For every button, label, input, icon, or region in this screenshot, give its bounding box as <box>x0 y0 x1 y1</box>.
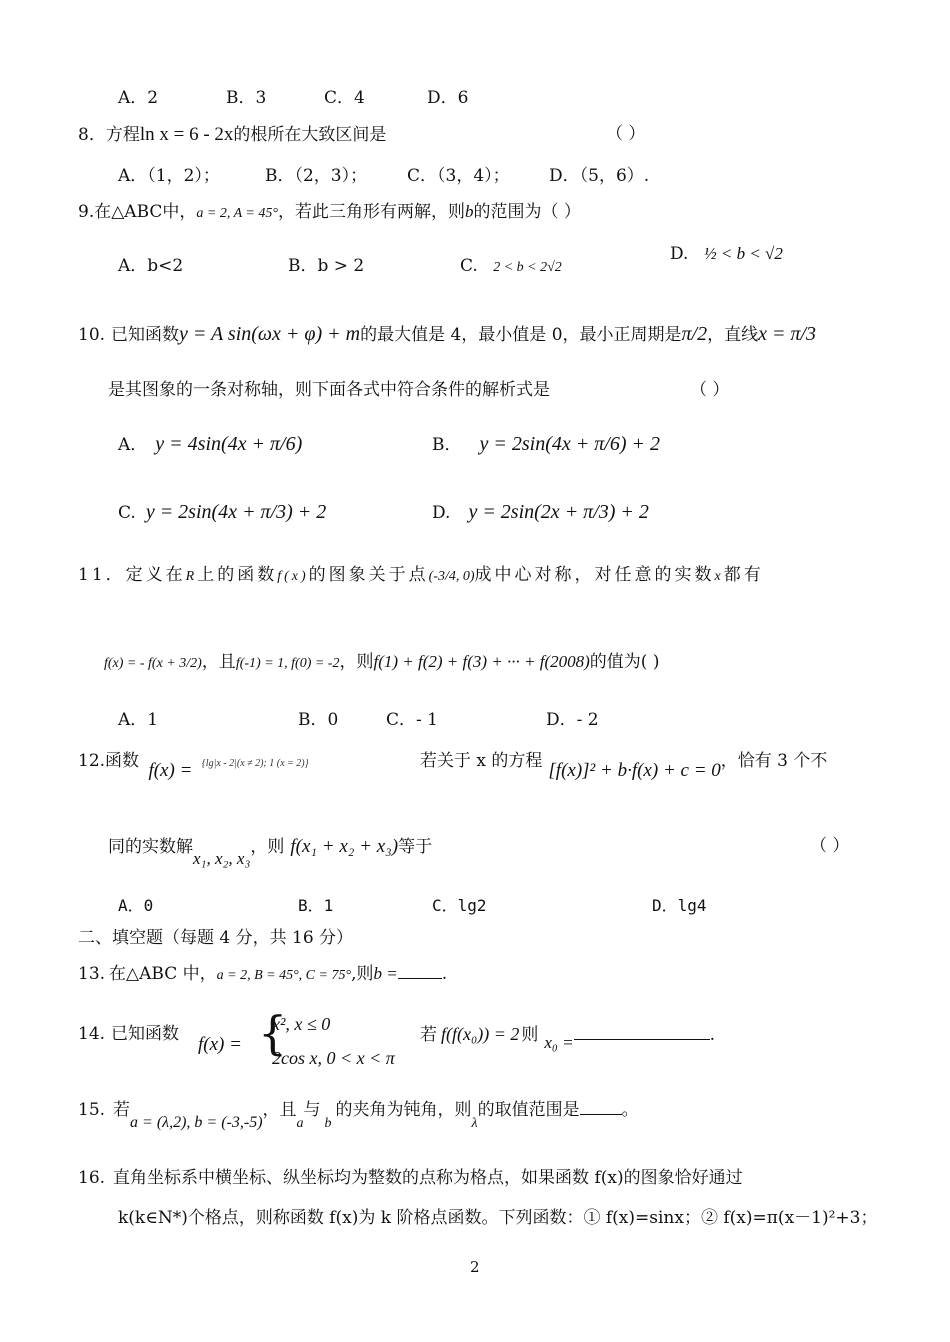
q12-option-d: D．lg4 <box>652 896 707 915</box>
q10-axis: x = π/3 <box>758 323 817 345</box>
q15-answer-blank[interactable] <box>580 1114 622 1115</box>
q14-fx: f(x) = <box>198 1034 242 1055</box>
q10-function: y = A sin(ωx + φ) + m <box>179 323 361 345</box>
q9-condition: a = 2, A = 45° <box>196 206 278 221</box>
q11-option-d: D．- 2 <box>546 710 599 730</box>
q10-answer-paren: （ ） <box>690 380 730 400</box>
q11-option-a: A．1 <box>118 710 159 730</box>
q15-stem: 15. 若a = (λ,2), b = (-3,-5)，且$_a$与$_b$的夹角为钝角，则$_\lambda$的取值范围是 。 <box>78 1100 639 1131</box>
q11-stem-line2: f(x) = - f(x + 3/2)，且f(-1) = 1, f(0) = -2，则f(1) + f(2) + f(3) + ··· + f(2008)的值为( ) <box>104 652 660 672</box>
q11-values: f(-1) = 1, f(0) = -2 <box>235 656 340 671</box>
page-number: 2 <box>470 1258 480 1276</box>
q12-function: f(x) = <box>148 760 193 781</box>
q11-option-b: B．0 <box>298 710 339 730</box>
q16-stem-line1: 16. 直角坐标系中横坐标、纵坐标均为整数的点称为格点，如果函数 f(x)的图象恰好通过 <box>78 1168 743 1188</box>
q12-stem-line1b: 若关于 x 的方程 [f(x)]² + b·f(x) + c = 0，恰有 3 个不 <box>420 751 828 781</box>
q14-answer-blank[interactable] <box>574 1039 710 1040</box>
q9-option-d: D. ½ < b < √2 <box>670 244 783 264</box>
q7-option-b: B．3 <box>226 88 267 108</box>
q10-period: π/2 <box>681 323 708 345</box>
q8-answer-paren: （ ） <box>606 124 646 144</box>
q11-stem-line1: 11．定义在R上的函数f(x)的图象关于点(-3/4, 0)成中心对称，对任意的实数x都有 <box>78 565 764 585</box>
q8-option-a: A．（1，2）； <box>118 166 220 186</box>
q12-stem-line1: 12.函数 f(x) = {lg|x - 2|(x ≠ 2); 1 (x = 2)} <box>78 751 309 781</box>
q10-option-c: C. y = 2sin(4x + π/3) + 2 <box>118 501 327 523</box>
q14-condition: 若 f(f(x₀)) = 2 则 x₀ = . <box>420 1024 715 1052</box>
q10-option-d: D. y = 2sin(2x + π/3) + 2 <box>432 501 649 523</box>
q9-option-c: C. 2 < b < 2√2 <box>460 256 562 276</box>
q8-option-d: D．（5，6）. <box>549 166 650 186</box>
q12-answer-paren: （ ） <box>810 836 850 856</box>
q12-equation: [f(x)]² + b·f(x) + c = 0 <box>548 760 721 781</box>
q8-stem: 8．方程ln x = 6 - 2x的根所在大致区间是 <box>78 124 387 145</box>
q11-sum: f(1) + f(2) + f(3) + ··· + f(2008) <box>373 652 590 671</box>
q11-option-c: C．- 1 <box>386 710 438 730</box>
q9-option-d-math: ½ < b < √2 <box>703 244 783 264</box>
q12-option-a: A．0 <box>118 896 154 915</box>
q12-fsum: f(x₁ + x₂ + x₃) <box>290 836 399 857</box>
q9-stem: 9.在△ABC中，a = 2, A = 45°，若此三角形有两解，则b的范围为（ ） <box>78 202 581 222</box>
q14-case-1: x², x ≤ 0 <box>272 1014 331 1034</box>
q10-stem-line2: 是其图象的一条对称轴，则下面各式中符合条件的解析式是 <box>108 380 550 400</box>
q7-option-d: D．6 <box>427 88 469 108</box>
q9-option-a: A．b<2 <box>118 256 184 276</box>
q14-brace-icon: { <box>258 1006 288 1060</box>
q13-stem: 13. 在△ABC 中，a = 2, B = 45°, C = 75°,则b = . <box>78 964 448 984</box>
q12-option-c: C．lg2 <box>432 896 487 915</box>
q11-relation: f(x) = - f(x + 3/2) <box>104 656 202 671</box>
q12-option-b: B．1 <box>298 896 334 915</box>
q8-equation: ln x = 6 - 2x <box>139 124 234 145</box>
q11-point: (-3/4, 0) <box>428 569 475 584</box>
q7-option-c: C．4 <box>324 88 365 108</box>
q8-option-c: C．（3，4）； <box>407 166 510 186</box>
q15-vectors: a = (λ,2), b = (-3,-5) <box>130 1114 263 1131</box>
q10-option-a: A． y = 4sin(4x + π/6) <box>118 433 303 455</box>
q13-answer-blank[interactable] <box>398 978 442 979</box>
section-2-heading: 二、填空题（每题 4 分，共 16 分） <box>78 928 354 948</box>
q12-stem-line2: 同的实数解x₁, x₂, x₃，则 f(x₁ + x₂ + x₃)等于 <box>108 836 433 868</box>
q9-option-c-math: 2 < b < 2√2 <box>493 260 562 275</box>
q14-case-2: 2cos x, 0 < x < π <box>272 1048 395 1068</box>
q13-condition: a = 2, B = 45°, C = 75° <box>216 968 352 983</box>
q8-option-b: B．（2，3）； <box>265 166 368 186</box>
q12-roots: x₁, x₂, x₃ <box>193 849 251 868</box>
q10-stem-line1: 10. 已知函数y = A sin(ωx + φ) + m的最大值是 4，最小值是 0，最小正周期是π/2，直线x = π/3 <box>78 323 817 345</box>
q7-option-a: A．2 <box>118 88 159 108</box>
q14-prefix: 14. 已知函数 <box>78 1024 180 1044</box>
q10-option-b: B． y = 2sin(4x + π/6) + 2 <box>432 433 660 455</box>
q12-piecewise: {lg|x - 2|(x ≠ 2); 1 (x = 2)} <box>201 758 309 769</box>
q9-option-b: B．b > 2 <box>288 256 365 276</box>
q16-stem-line2: k(k∈N*)个格点，则称函数 f(x)为 k 阶格点函数。下列函数：① f(x)=sinx；② f(x)=π(x－1)²+3； <box>118 1208 878 1228</box>
